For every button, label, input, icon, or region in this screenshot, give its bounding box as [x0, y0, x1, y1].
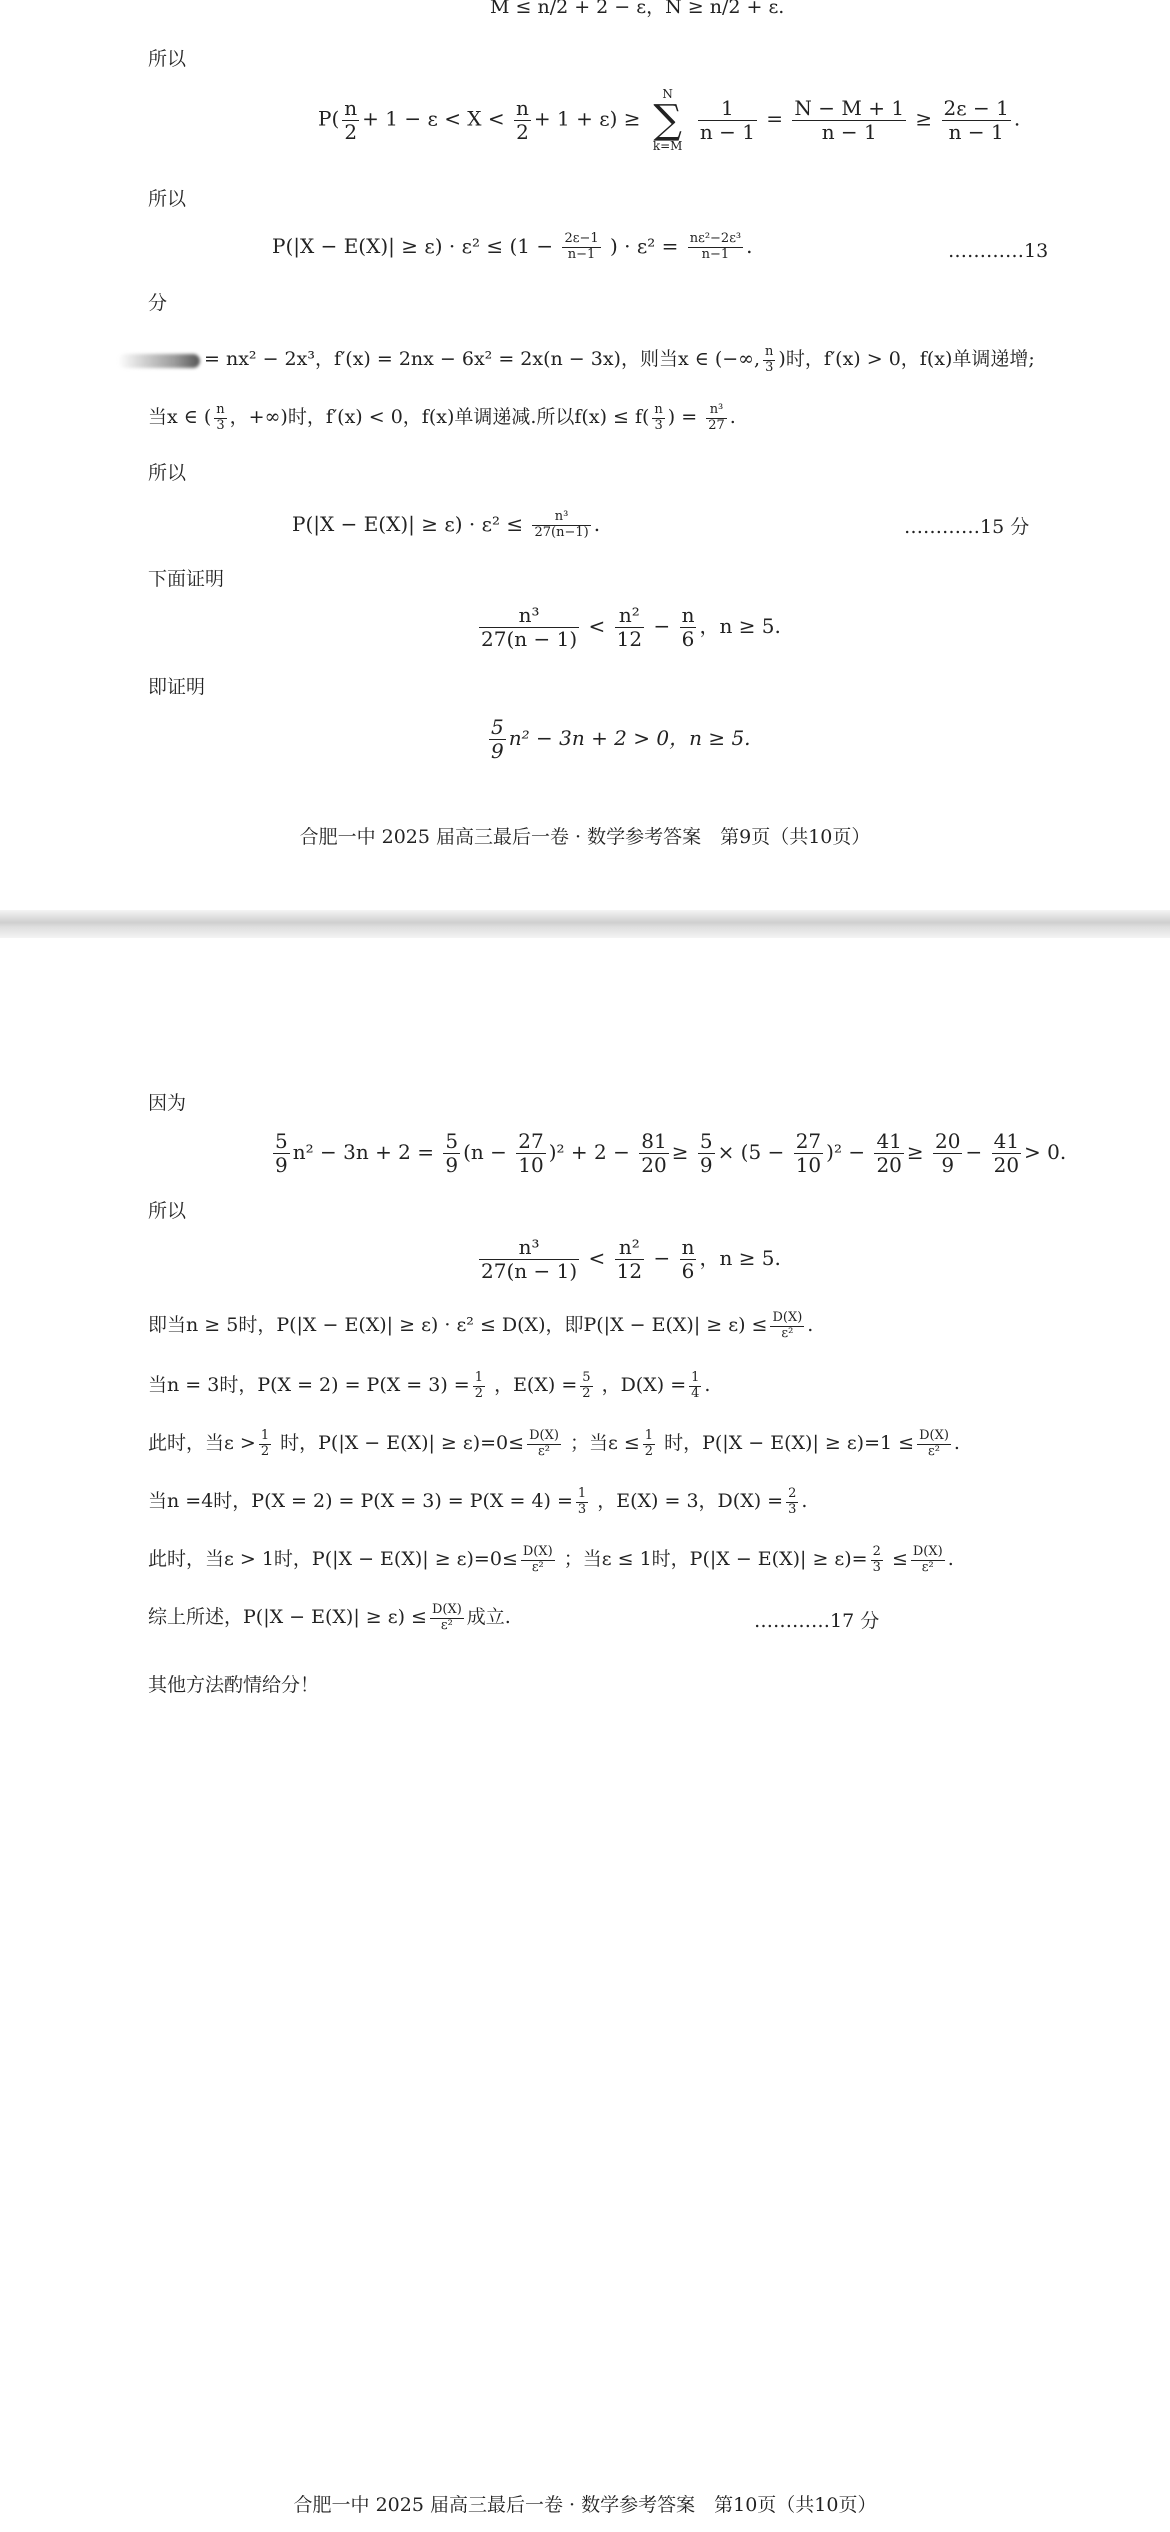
case-n-4-eps: 此时，当ε > 1时，P(|X − E(X)| ≥ ε)=0≤ $\frac{D(X)}{\text{ε²}}$ ；当ε ≤ 1时，P(|X − E(X)| ≥ ε)= $\frac{2}{3}$ ≤ $\frac{D(X)}{\text{ε²}}$ . [148, 1543, 954, 1575]
label-yinwei: 因为 [148, 1092, 187, 1114]
label-suoyi-4: 所以 [148, 1200, 187, 1222]
score-15: …………15 分 [904, 516, 1030, 538]
answer-page-9 [0, 0, 1170, 910]
footer-page-10: 合肥一中 2025 届高三最后一卷 · 数学参考答案 第10页（共10页） [293, 2494, 877, 2516]
summary-line: 综上所述，P(|X − E(X)| ≥ ε) ≤ $\frac{D(X)}{\text{ε²}}$ 成立. [148, 1601, 511, 1633]
case-n-3-eps: 此时，当ε > $\frac{1}{2}$ 时，P(|X − E(X)| ≥ ε)=0≤ $\frac{D(X)}{\text{ε²}}$ ；当ε ≤ $\frac{1}{2}$ 时，P(|X − E(X)| ≥ ε)=1 ≤ $\frac{D(X)}{\text{ε²}}$ . [148, 1427, 960, 1459]
case-n-3: 当n = 3时，P(X = 2) = P(X = 3) = $\frac{1}{2}$ ，E(X) = $\frac{5}{2}$ ，D(X) = $\frac{1}{4}$ . [148, 1369, 711, 1401]
other-methods-note: 其他方法酌情给分！ [148, 1674, 320, 1696]
footer-page-9: 合肥一中 2025 届高三最后一卷 · 数学参考答案 第9页（共10页） [299, 826, 871, 848]
label-suoyi-2: 所以 [148, 188, 187, 210]
sum-inequality: P( $\frac{n}{2}$ + 1 − ε < X < $\frac{n}{2}$ + 1 + ε) ≥ N ∑ k=M $\frac{1}{n - 1}$ = $\frac{N - M + 1}{n - 1}$ ≥ $\frac{2\varepsilon - 1}{n - 1}$ . [318, 87, 1021, 153]
score-13: …………13 [948, 240, 1049, 262]
monotone-line: 当x ∈ ( $\frac{n}{3}$ ，+∞)时，f′(x) < 0，f(x)单调递减.所以f(x) ≤ f( $\frac{n}{3}$ ) = $\frac{\text{n³}}{27}$ . [148, 401, 736, 433]
completing-square-line: $\frac{5}{9}$ n² − 3n + 2 = $\frac{5}{9}$ (n − $\frac{27}{10}$ )² + 2 − $\frac{81}{20}$ ≥ $\frac{5}{9}$ × (5 − $\frac{27}{10}$ )² − $\frac{41}{20}$ ≥ $\frac{20}{9}$ − $\frac{41}{20}$ > 0. [275, 1129, 1067, 1177]
polynomial-inequality: $\frac{5}{9}$ n² − 3n + 2 > 0，n ≥ 5. [491, 715, 751, 763]
top-partial-line: M ≤ n/2 + 2 − ε，N ≥ n/2 + ε. [490, 0, 785, 18]
label-suoyi-1: 所以 [148, 48, 187, 70]
case-n-4: 当n =4时，P(X = 2) = P(X = 3) = P(X = 4) = $\frac{1}{3}$ ，E(X) = 3，D(X) = $\frac{2}{3}$ . [148, 1485, 808, 1517]
label-xiamian: 下面证明 [148, 568, 225, 590]
inequality-15: P(|X − E(X)| ≥ ε) · ε² ≤ $\frac{\text{n³}}{27(n-1)}$ . [292, 509, 601, 540]
conclusion-n-ge-5: 即当n ≥ 5时，P(|X − E(X)| ≥ ε) · ε² ≤ D(X)，即P(|X − E(X)| ≥ ε) ≤ $\frac{D(X)}{\text{ε²}}$ . [148, 1309, 814, 1341]
sigma-symbol: N ∑ k=M [652, 87, 683, 153]
inequality-13: P(|X − E(X)| ≥ ε) · ε² ≤ (1 − $\frac{2\varepsilon-1}{n-1}$ ) · ε² = $\frac{\text{nε²−2ε³}}{n-1}$ . [272, 231, 753, 262]
derivative-line: = nx² − 2x³，f′(x) = 2nx − 6x² = 2x(n − 3x)，则当x ∈ (−∞, $\frac{n}{3}$ )时，f′(x) > 0，f(x)单调递增; [204, 343, 1035, 375]
page-separator [0, 910, 1170, 938]
target-inequality-2: $\frac{\text{n³}}{27(n - 1)}$ < $\frac{\text{n²}}{12}$ − $\frac{n}{6}$ ，n ≥ 5. [481, 1235, 781, 1283]
target-inequality-1: $\frac{\text{n³}}{27(n - 1)}$ < $\frac{\text{n²}}{12}$ − $\frac{n}{6}$ ，n ≥ 5. [481, 603, 781, 651]
label-jizhengming: 即证明 [148, 676, 206, 698]
label-suoyi-3: 所以 [148, 462, 187, 484]
label-fen: 分 [148, 292, 168, 314]
blurred-fragment [118, 354, 200, 368]
score-17: …………17 分 [754, 1610, 880, 1632]
answer-page-10 [0, 938, 1170, 2532]
